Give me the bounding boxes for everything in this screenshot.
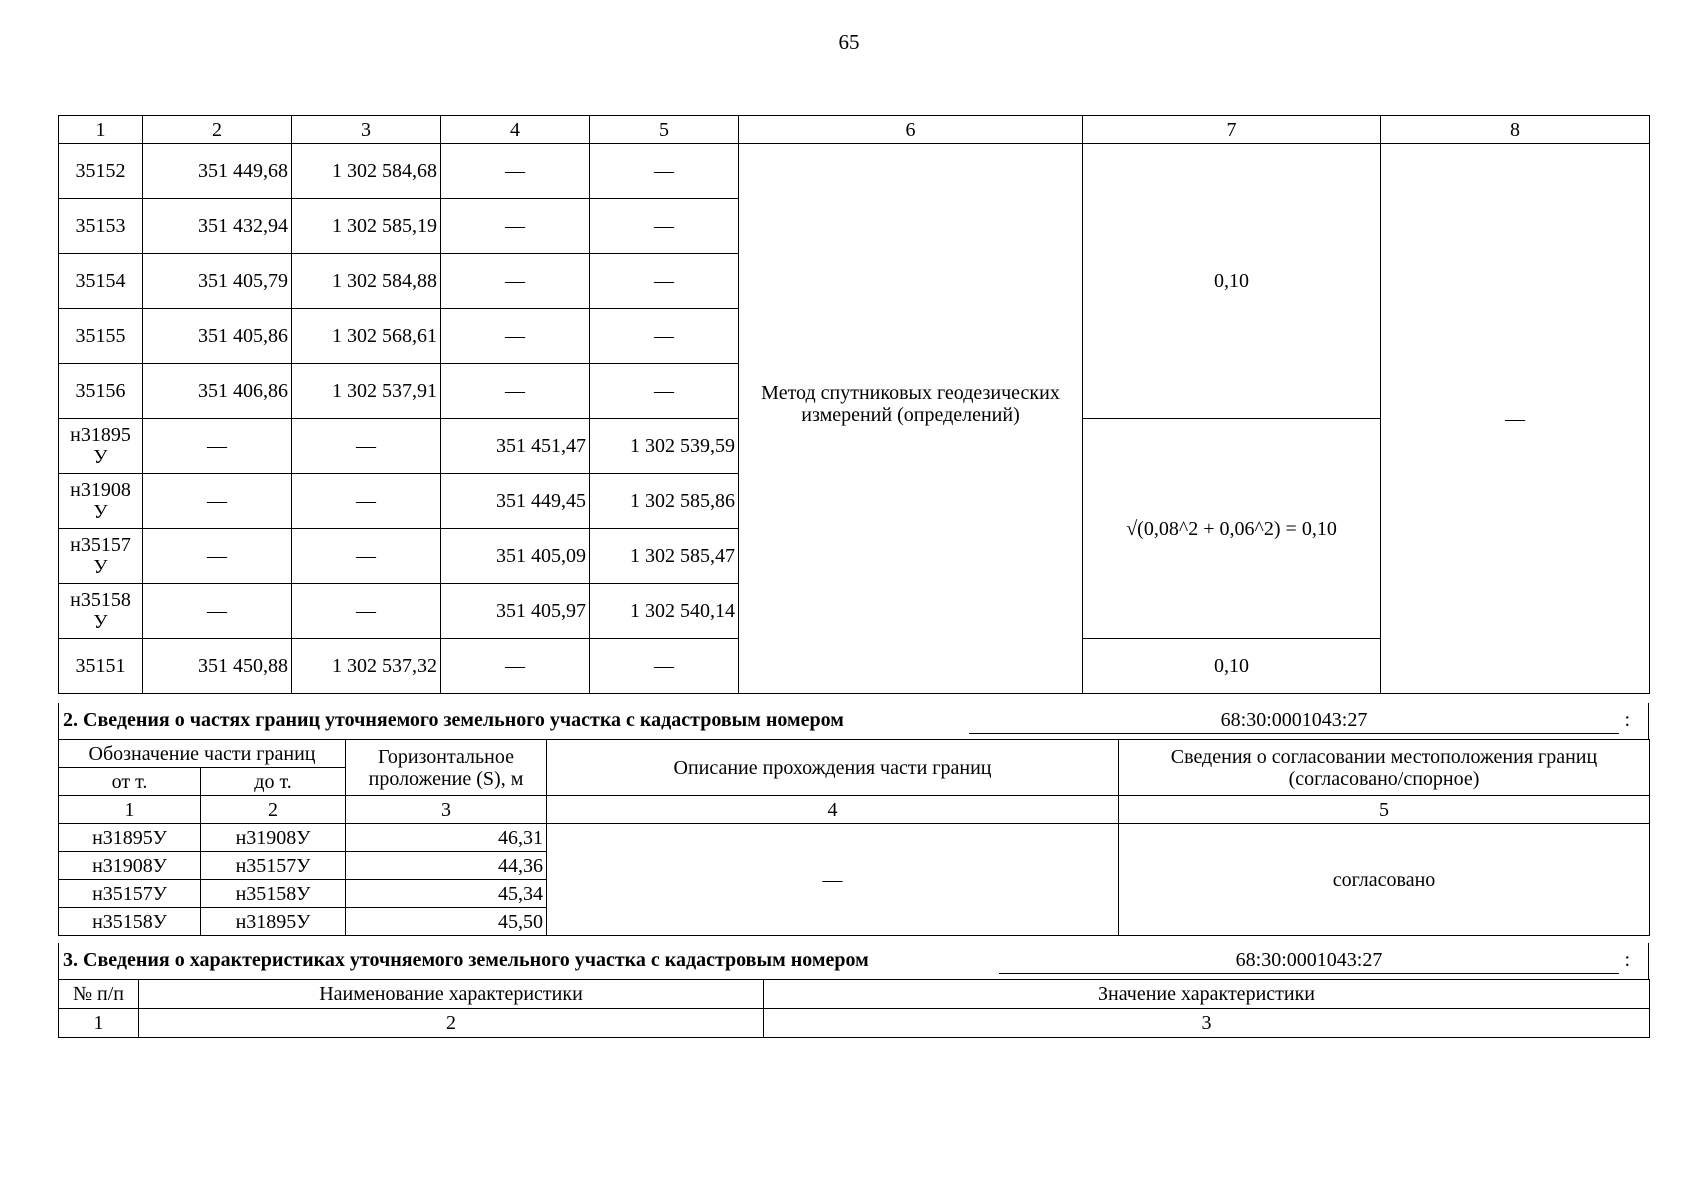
length-value: 46,31 <box>346 824 547 852</box>
x-coord: — <box>143 584 292 639</box>
column-number: 5 <box>1119 796 1650 824</box>
y-coord: 1 302 537,91 <box>292 364 441 419</box>
from-point: н35157У <box>59 880 201 908</box>
section2-heading <box>58 703 1649 739</box>
x-coord: — <box>143 529 292 584</box>
header-number: № п/п <box>59 980 139 1009</box>
y-coord: — <box>292 419 441 474</box>
point-id: н31908 У <box>59 474 143 529</box>
length-value: 45,34 <box>346 880 547 908</box>
to-point: н35158У <box>201 880 346 908</box>
new-y-coord: 1 302 585,86 <box>590 474 739 529</box>
header-from: от т. <box>59 768 201 796</box>
header-cell: 3 <box>292 116 441 144</box>
point-id: н35157 У <box>59 529 143 584</box>
section3-cadastral-number: 68:30:0001043:27 <box>999 949 1619 974</box>
column-number: 3 <box>764 1009 1650 1038</box>
new-x-coord: — <box>441 254 590 309</box>
point-id: н31895 У <box>59 419 143 474</box>
header-cell: 6 <box>739 116 1083 144</box>
header-value: Значение характеристики <box>764 980 1650 1009</box>
boundary-number-row <box>59 796 1650 824</box>
characteristics-table <box>58 979 1650 1038</box>
boundary-header-row <box>59 740 1650 768</box>
page-number: 65 <box>838 30 860 54</box>
point-id: 35155 <box>59 309 143 364</box>
new-x-coord: — <box>441 364 590 419</box>
header-to: до т. <box>201 768 346 796</box>
section3-colon: : <box>1624 949 1630 971</box>
x-coord: — <box>143 474 292 529</box>
accuracy-mid: √(0,08^2 + 0,06^2) = 0,10 <box>1083 419 1381 639</box>
point-id: 35154 <box>59 254 143 309</box>
characteristics-number-row <box>59 1009 1650 1038</box>
column-number: 1 <box>59 796 201 824</box>
new-y-coord: — <box>590 364 739 419</box>
column-number: 2 <box>201 796 346 824</box>
table-row <box>59 824 1650 852</box>
y-coord: 1 302 537,32 <box>292 639 441 694</box>
y-coord: — <box>292 474 441 529</box>
section2-title: 2. Сведения о частях границ уточняемого земельного участка с кадастровым номером <box>63 709 844 731</box>
from-point: н35158У <box>59 908 201 936</box>
new-x-coord: 351 451,47 <box>441 419 590 474</box>
column-number: 1 <box>59 1009 139 1038</box>
to-point: н31895У <box>201 908 346 936</box>
new-x-coord: 351 405,97 <box>441 584 590 639</box>
new-y-coord: — <box>590 639 739 694</box>
point-id: 35151 <box>59 639 143 694</box>
column-number: 4 <box>547 796 1119 824</box>
to-point: н31908У <box>201 824 346 852</box>
new-y-coord: 1 302 540,14 <box>590 584 739 639</box>
y-coord: — <box>292 529 441 584</box>
new-y-coord: — <box>590 144 739 199</box>
y-coord: 1 302 585,19 <box>292 199 441 254</box>
coordinates-table <box>58 115 1650 694</box>
new-x-coord: 351 405,09 <box>441 529 590 584</box>
header-cell: 2 <box>143 116 292 144</box>
from-point: н31908У <box>59 852 201 880</box>
description-value: — <box>547 824 1119 936</box>
point-id: 35156 <box>59 364 143 419</box>
y-coord: — <box>292 584 441 639</box>
new-y-coord: — <box>590 254 739 309</box>
section2-cadastral-number: 68:30:0001043:27 <box>969 709 1619 734</box>
section3-heading <box>58 943 1649 979</box>
new-y-coord: 1 302 539,59 <box>590 419 739 474</box>
header-cell: 7 <box>1083 116 1381 144</box>
header-cell: 4 <box>441 116 590 144</box>
new-y-coord: — <box>590 199 739 254</box>
col8-cell: — <box>1381 144 1650 694</box>
header-description: Описание прохождения части границ <box>547 740 1119 796</box>
agreement-value: согласовано <box>1119 824 1650 936</box>
x-coord: 351 405,86 <box>143 309 292 364</box>
x-coord: 351 406,86 <box>143 364 292 419</box>
header-agreement: Сведения о согласовании местоположения границ (согласовано/спорное) <box>1119 740 1650 796</box>
header-cell: 8 <box>1381 116 1650 144</box>
new-x-coord: 351 449,45 <box>441 474 590 529</box>
accuracy-bottom: 0,10 <box>1083 639 1381 694</box>
column-number: 2 <box>139 1009 764 1038</box>
boundary-parts-table <box>58 739 1650 936</box>
y-coord: 1 302 584,68 <box>292 144 441 199</box>
length-value: 45,50 <box>346 908 547 936</box>
y-coord: 1 302 568,61 <box>292 309 441 364</box>
header-length: Горизонтальное проложение (S), м <box>346 740 547 796</box>
x-coord: 351 450,88 <box>143 639 292 694</box>
accuracy-top: 0,10 <box>1083 144 1381 419</box>
header-part: Обозначение части границ <box>59 740 346 768</box>
header-cell: 1 <box>59 116 143 144</box>
characteristics-header-row <box>59 980 1650 1009</box>
x-coord: 351 432,94 <box>143 199 292 254</box>
new-x-coord: — <box>441 144 590 199</box>
length-value: 44,36 <box>346 852 547 880</box>
x-coord: 351 405,79 <box>143 254 292 309</box>
y-coord: 1 302 584,88 <box>292 254 441 309</box>
header-cell: 5 <box>590 116 739 144</box>
new-x-coord: — <box>441 199 590 254</box>
coordinates-header-row <box>59 116 1650 144</box>
new-y-coord: — <box>590 309 739 364</box>
section2-colon: : <box>1624 709 1630 731</box>
method-cell: Метод спутниковых геодезических измерений (определений) <box>739 144 1083 694</box>
point-id: 35152 <box>59 144 143 199</box>
point-id: н35158 У <box>59 584 143 639</box>
to-point: н35157У <box>201 852 346 880</box>
new-x-coord: — <box>441 309 590 364</box>
table-row <box>59 144 1650 199</box>
x-coord: — <box>143 419 292 474</box>
x-coord: 351 449,68 <box>143 144 292 199</box>
column-number: 3 <box>346 796 547 824</box>
section3-title: 3. Сведения о характеристиках уточняемого земельного участка с кадастровым номером <box>63 949 869 971</box>
from-point: н31895У <box>59 824 201 852</box>
point-id: 35153 <box>59 199 143 254</box>
new-y-coord: 1 302 585,47 <box>590 529 739 584</box>
header-name: Наименование характеристики <box>139 980 764 1009</box>
new-x-coord: — <box>441 639 590 694</box>
